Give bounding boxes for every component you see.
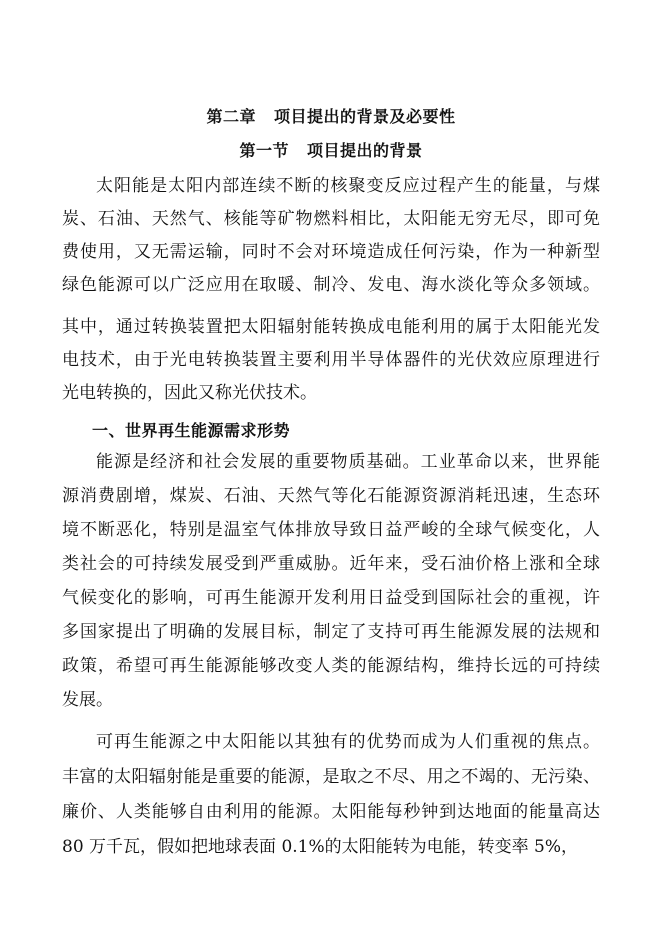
text-line: 源消费剧增，煤炭、石油、天然气等化石能源资源消耗迅速，生态环 <box>62 486 600 506</box>
text-line: 光电转换的，因此又称光伏技术。 <box>62 383 317 403</box>
text-line: 廉价、人类能够自由利用的能源。太阳能每秒钟到达地面的能量高达 <box>62 802 600 822</box>
text-line: 太阳能是太阳内部连续不断的核聚变反应过程产生的能量，与煤 <box>96 176 600 196</box>
text-line: 气候变化的影响，可再生能源开发利用日益受到国际社会的重视，许 <box>62 588 600 608</box>
text-line: 可再生能源之中太阳能以其独有的优势而成为人们重视的焦点。 <box>96 732 600 752</box>
text-line: 类社会的可持续发展受到严重威胁。近年来，受石油价格上涨和全球 <box>62 554 600 574</box>
section-title: 项目提出的背景 <box>307 141 423 160</box>
text-line: 电技术，由于光电转换装置主要利用半导体器件的光伏效应原理进行 <box>62 350 600 370</box>
text-line: 政策，希望可再生能源能够改变人类的能源结构，维持长远的可持续 <box>62 656 600 676</box>
chapter-title: 项目提出的背景及必要性 <box>274 107 456 126</box>
text-line: 多国家提出了明确的发展目标，制定了支持可再生能源发展的法规和 <box>62 622 600 642</box>
text-line: 绿色能源可以广泛应用在取暖、制冷、发电、海水淡化等众多领域。 <box>62 275 600 295</box>
chapter-heading <box>0 104 662 127</box>
text-line: 能源是经济和社会发展的重要物质基础。工业革命以来，世界能 <box>96 452 600 472</box>
text-line: 其中，通过转换装置把太阳辐射能转换成电能利用的属于太阳能光发 <box>62 317 600 337</box>
chapter-label: 第二章 <box>206 107 256 126</box>
section-heading <box>0 138 662 161</box>
text-line: 发展。 <box>62 690 113 710</box>
text-line: 炭、石油、天然气、核能等矿物燃料相比，太阳能无穷无尽，即可免 <box>62 209 600 229</box>
text-line: 丰富的太阳辐射能是重要的能源，是取之不尽、用之不竭的、无污染、 <box>62 767 600 787</box>
text-line: 80 万千瓦，假如把地球表面 0.1%的太阳能转为电能，转变率 5%， <box>62 837 579 857</box>
text-line: 费使用，又无需运输，同时不会对环境造成任何污染，作为一种新型 <box>62 242 600 262</box>
subsection-heading: 一、世界再生能源需求形势 <box>92 421 291 440</box>
text-line: 境不断恶化，特别是温室气体排放导致日益严峻的全球气候变化，人 <box>62 520 600 540</box>
section-label: 第一节 <box>239 141 289 160</box>
